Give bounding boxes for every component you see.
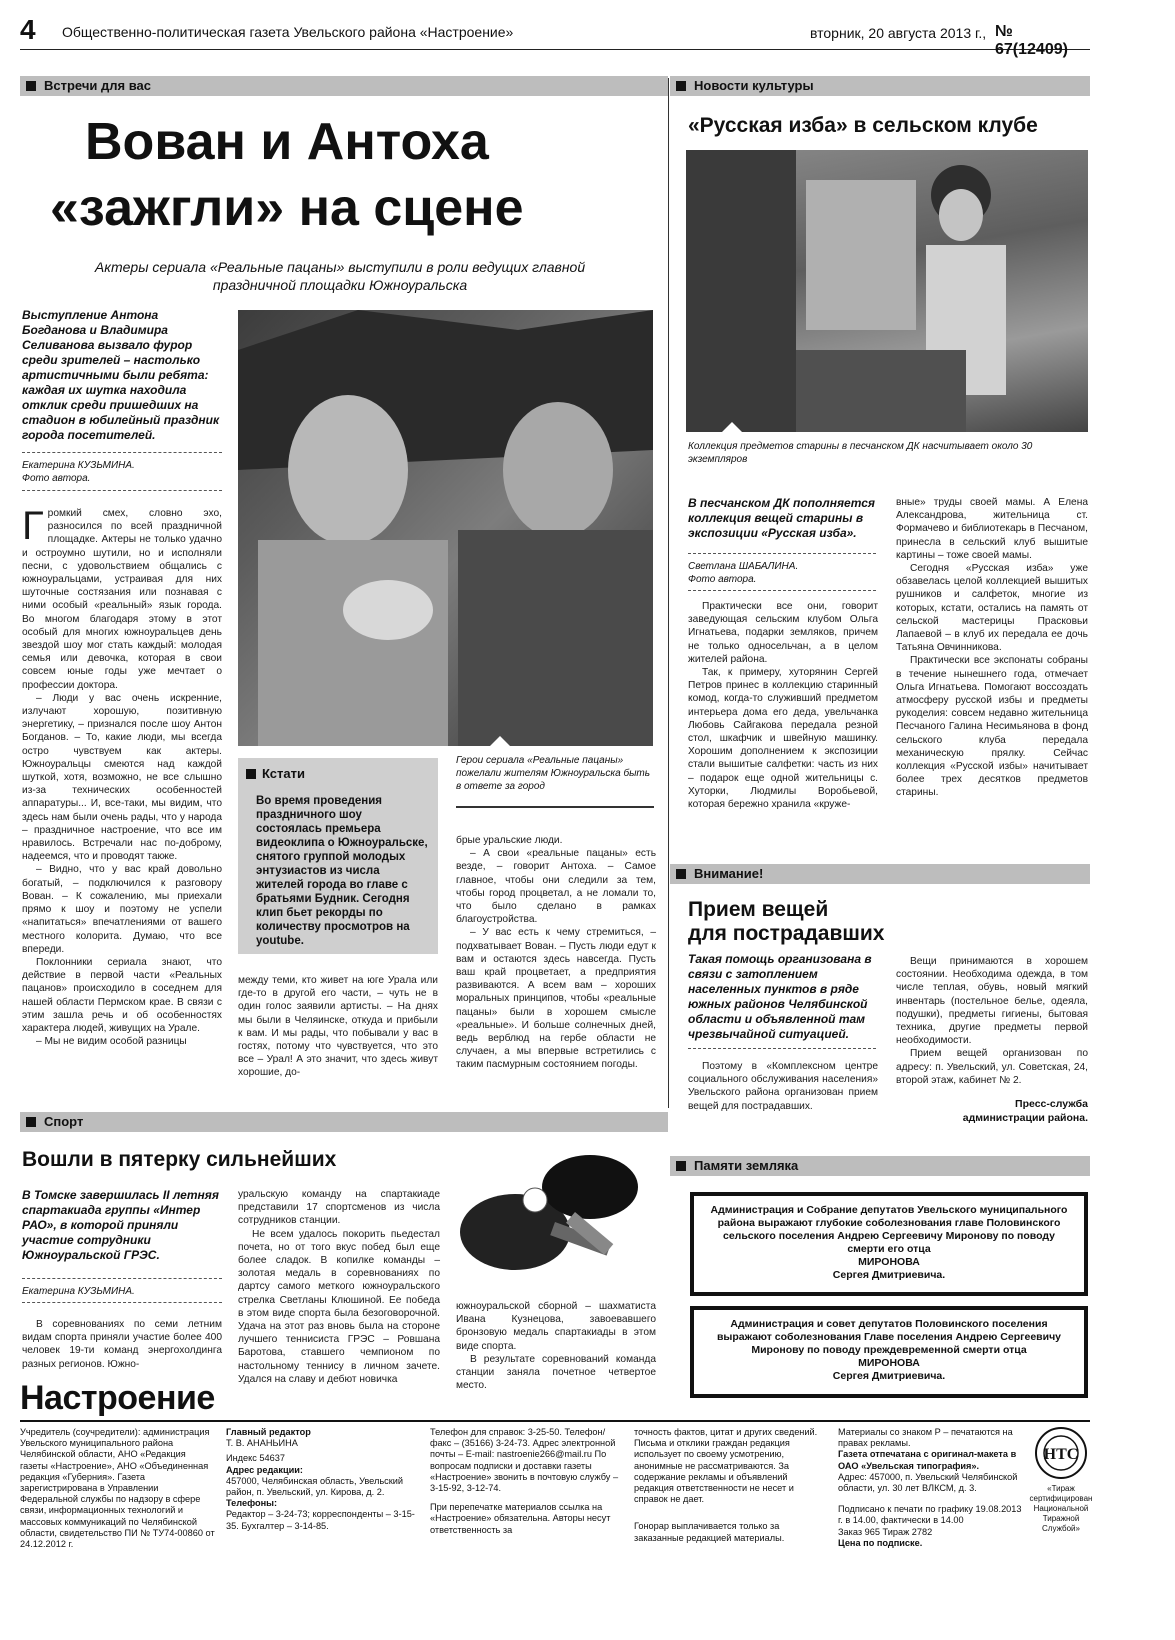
sidebar-square-icon — [246, 769, 256, 779]
main-lead: Выступление Антона Богданова и Владимира Селиванова вызвало фурор среди зрителей – настолько артистичными были ребята: каждая их шутка находила отклик среди пришедших на стадион в юбилейный праздник города посетителей. — [22, 308, 220, 442]
drop-cap: Г — [22, 504, 44, 548]
paragraph: Поэтому в «Комплексном центре социального обслуживания населения» Увельского района организован прием вещей для пострадавших. — [688, 1061, 878, 1112]
attention-col1 — [688, 1060, 878, 1113]
paragraph: вные» труды своей мамы. А Елена Александрова, жительница ст. Формачево и библиотекарь в Песчаном, принесла в сельский клуб вышитые картины – тоже своей мамы. — [896, 497, 1088, 561]
rubric-sport — [20, 1112, 668, 1132]
culture-photo-credit: Фото автора. — [688, 574, 757, 585]
paragraph: – Мы не видим особой разницы — [36, 1036, 187, 1048]
attention-signature-1: Пресс-служба — [1015, 1098, 1088, 1110]
paragraph: Практически все экспонаты собраны в течение нынешнего года, отмечает Ольга Игнатьева. Помогают воссоздать атмосферу русской избы и предметы рукоделия: совсем недавно жительница Песчаного Галина Несимьянова в фонд сельского клуба передала механическую прялку. Сейчас коллекция «Русской избы» начитывает более трех десятков предметов старины. — [896, 655, 1088, 799]
culture-title: «Русская изба» в сельском клубе — [688, 114, 1038, 137]
editor-name: Т. В. АНАНЬИНА — [226, 1438, 298, 1449]
printed-address: Адрес: 457000, п. Увельский Челябинской области, ул. 30 лет ВЛКСМ, д. 3. — [838, 1471, 1018, 1494]
circulation-seal-icon — [1034, 1426, 1088, 1480]
imprint-responsibility — [634, 1427, 824, 1544]
ads-note: Материалы со знаком Р – печатаются на правах рекламы. — [838, 1427, 1013, 1449]
culture-lead-divider — [688, 553, 876, 554]
paragraph: южноуральской сборной – шахматиста Ивана Кузнецова, завоевавшего бронзовую медаль спартакиады в этом виде спорта. — [456, 1301, 656, 1352]
attention-lead: Такая помощь организована в связи с затоплением населенных пунктов в ряде южных районов Челябинской области и объявленной там чрезвычайной ситуацией. — [688, 952, 872, 1041]
main-title-line2: «зажгли» на сцене — [50, 179, 524, 237]
culture-col1 — [688, 600, 878, 811]
issue-date: вторник, 20 августа 2013 г., — [810, 25, 987, 41]
main-subtitle: Актеры сериала «Реальные пацаны» выступили в роли ведущих главной праздничной площадки Южноуральска — [94, 259, 586, 293]
reprint-note: При перепечатке материалов ссылка на «Настроение» обязательна. Авторы несут ответственность за — [430, 1502, 611, 1535]
circulation-note: «Тираж сертифицирован Национальной Тиражной Службой» — [1029, 1484, 1093, 1533]
sidebar-kstati — [238, 758, 438, 954]
culture-byline-divider — [688, 590, 876, 591]
sport-byline-divider — [22, 1302, 222, 1303]
culture-col2 — [896, 496, 1088, 800]
paragraph: Вещи принимаются в хорошем состоянии. Необходима одежда, в том числе теплая, обувь, новый мягкий инвентарь (постельное белье, одеяла, подушки), предметы гигиены, бытовая техника, другие предметы первой необходимости. — [896, 956, 1088, 1047]
main-photo-credit: Фото автора. — [22, 473, 91, 484]
paragraph: Сегодня «Русская изба» уже обзавелась целой коллекцией вышитых рушников и салфеток, многие из которых, кстати, остались на память от сельской мастерицы Прасковьи Лапаевой – в клуб их передала ее дочь Татьяна Овчинникова. — [896, 563, 1088, 654]
condolence-name-2b: Сергея Дмитриевича. — [832, 1370, 946, 1382]
fee-note: Гонорар выплачивается только за заказанные редакцией материалы. — [634, 1521, 785, 1543]
masthead-logo: Настроение — [20, 1379, 215, 1417]
paragraph: между теми, кто живет на юге Урала или где-то в другой его части, – чуть не в один голос заявили артисты. – На днях мы были в Челяинске, откуда и прибыли к вам. И мы рады, что побывали у вас в гостях, потому что чувствуется, что это все – Урал! А это значит, что здесь живут хорошие, до- — [238, 975, 438, 1079]
attention-title-line2: для пострадавших — [688, 922, 885, 945]
paragraph: – У вас есть к чему стремиться, – подхватывает Вован. – Пусть люди едут к вам и остаются здесь навсегда. Пусть ваш край процветает, а предприятия развиваются. А всем вам – хороших моральных принципов, чтобы «реальные пацаны» были в хорошем смысле «реальные». И больше солнечных дней, ведь верблюд на гербе области не случаен, а мы впервые встретились с таким пасмурным состоянием погоды. — [456, 927, 656, 1071]
attention-signature-2: администрации района. — [962, 1112, 1088, 1124]
page-header — [20, 14, 1090, 58]
imprint-rule — [20, 1420, 1090, 1422]
imprint-editorial — [226, 1427, 416, 1532]
sport-title: Вошли в пятерку сильнейших — [22, 1148, 337, 1171]
actors-photo-illustration — [238, 310, 653, 746]
condolence-text-2: Администрация и совет депутатов Половинского поселения выражают соболезнования Главе поселения Андрею Сергеевичу Миронову по поводу преждевременной смерти отца — [716, 1318, 1062, 1356]
culture-lead: В песчанском ДК пополняется коллекция вещей старины в экспозиции «Русская изба». — [688, 496, 875, 540]
paragraph: – Люди у вас очень искренние, излучают хорошую, позитивную энергетику, – признался после шоу Антон Богданов. – То, какие люди, мы всегда остро чувствуем как актеры. Южноуральцы смеются над каждой шуткой, хотя, возможно, не все слышно из-за технических особенностей аппаратуры... И, все-таки, мы видим, что здесь нам были очень рады, что у народа – праздничное настроение, что все им нравилось. Встречали нас по-доброму, надеемся, что и проводят также. — [22, 692, 222, 863]
main-col1-p1 — [22, 504, 222, 692]
rubric-label: Встречи для вас — [44, 78, 151, 93]
table-tennis-illustration — [455, 1142, 655, 1282]
rubric-memory — [670, 1156, 1090, 1176]
address-title: Адрес редакции: — [226, 1464, 303, 1475]
main-byline-divider — [22, 490, 222, 491]
paper-name: Общественно-политическая газета Увельского района «Настроение» — [62, 24, 514, 40]
culture-photo-caption: Коллекция предметов старины в песчанском ДК насчитывает около 30 экземпляров — [688, 441, 1033, 465]
paragraph: – Видно, что у вас край довольно богатый, – подключился к разговору Вован. – К сожалению, мы приехали прямо к шоу и поэтому не успели «напитаться» впечатлениями от вашего местного колорита. Думаю, что все впереди. — [22, 864, 222, 955]
rubric-meetings — [20, 76, 668, 96]
rubric-label: Новости культуры — [694, 78, 814, 93]
paragraph: Практически все они, говорит заведующая сельским клубом Ольга Игнатьева, подарки земляков, причем не только односельчан, а в целом жителей района. — [688, 601, 878, 665]
condolence-name-1a: МИРОНОВА — [858, 1256, 920, 1268]
column-divider — [668, 78, 669, 1108]
responsibility-text: точность фактов, цитат и других сведений. Письма и отклики граждан редакция использует по своему усмотрению, анонимные не рассматриваются. За содержание рекламы и объявлений редакция ответственности не несет и справок не дает. — [634, 1427, 818, 1505]
rubric-attention — [670, 864, 1090, 884]
sport-col2 — [238, 1188, 440, 1386]
attention-title-line1: Прием вещей — [688, 898, 829, 921]
paragraph: Не всем удалось покорить пьедестал почета, но от того вкус побед был еще более сладок. В копилке команды – золотая медаль в соревнованиях по дартсу самого меткого южноуральского стрелка Светланы Клюшиной. Ее победа в этом виде спорта была безоговорочной. Удача на этот раз вновь была на стороне лучшего теннисиста ГРЭС – Ровшана Баротова, ставшего чемпионом по настольному теннису в личном зачете. Удался на славу и дебют новичка — [238, 1228, 440, 1385]
sidebar-title: Кстати — [262, 766, 305, 781]
editorial-address: 457000, Челябинская область, Увельский район, п. Увельский, ул. Кирова, д. 2. — [226, 1475, 403, 1498]
printed-title: Газета отпечатана с оригинал-макета в ОАО «Увельская типография». — [838, 1449, 1017, 1471]
sport-lead: В Томске завершилась II летняя спартакиада группы «Интер РАО», в которой приняли участие сотрудники Южноуральской ГРЭС. — [22, 1188, 219, 1262]
contacts-text: Телефон для справок: 3-25-50. Телефон/факс – (35166) 3-24-73. Адрес электронной почты – E-mail: nastroenie266@mail.ru По вопросам подписки и доставки газеты «Настроение» звонить в почтовую службу – 3-15-92, 3-12-74. — [430, 1427, 619, 1494]
sport-col3 — [456, 1300, 656, 1392]
condolence-name-1b: Сергея Дмитриевича. — [832, 1269, 946, 1281]
condolence-text-1: Администрация и Собрание депутатов Увельского муниципального района выражают глубокие соболезнования главе Половинского сельского поселения Андрею Сергеевичу Миронову по поводу смерти его отца — [710, 1204, 1068, 1255]
main-lead-divider — [22, 452, 222, 453]
rubric-label: Внимание! — [694, 866, 764, 881]
editor-title: Главный редактор — [226, 1427, 311, 1437]
imprint-printing — [838, 1427, 1024, 1549]
rubric-culture — [670, 76, 1090, 96]
main-author: Екатерина КУЗЬМИНА. — [22, 460, 135, 471]
phones-title: Телефоны: — [226, 1498, 278, 1509]
paragraph: брые уральские люди. — [456, 835, 563, 846]
caption-rule — [456, 806, 654, 808]
issue-number: № 67(12409) — [995, 23, 1068, 58]
svg-text:НТС: НТС — [1043, 1446, 1079, 1463]
condolence-box-2 — [690, 1306, 1088, 1398]
paragraph: Так, к примеру, хуторянин Сергей Петров принес в коллекцию старинный комод, когда-то служивший предметом интерьера дома его деда, увельчанка Любовь Сайгакова передала резной стол, шкафчик и швейную машинку. Хорошим дополнением к экспозиции стали вышитые салфетки: часть из них – подарок еще одной жительницы с. Хуторки, Людмилы Воробьевой, которая бережно хранила «круже- — [688, 667, 878, 811]
main-col2 — [238, 974, 438, 1080]
paragraph: В результате соревнований команда станции заняла почетное четвертое место. — [456, 1353, 656, 1392]
editorial-phones: Редактор – 3-24-73; корреспонденты – 3-15-35. Бухгалтер – 3-14-85. — [226, 1509, 415, 1531]
culture-photo — [686, 150, 1088, 432]
paragraph: В соревнованиях по семи летним видам спорта приняли участие более 400 человек 19-ти команд энергохолдинга разных регионов. Южно- — [22, 1319, 222, 1370]
main-title-line1: Вован и Антоха — [85, 113, 489, 171]
culture-author: Светлана ШАБАЛИНА. — [688, 561, 799, 572]
rubric-label: Памяти земляка — [694, 1158, 799, 1173]
attention-col2 — [896, 955, 1088, 1087]
subscription-index: Индекс 54637 — [226, 1453, 285, 1464]
condolence-box-1 — [690, 1192, 1088, 1296]
page-number: 4 — [20, 14, 36, 45]
russian-hut-photo-illustration — [686, 150, 1088, 432]
main-photo-marker — [488, 736, 512, 748]
paragraph: уральскую команду на спартакиаде представили 17 спортсменов из числа сотрудников станции. — [238, 1189, 440, 1227]
paragraph: – А свои «реальные пацаны» есть везде, – говорит Антоха. – Самое главное, чтобы они следили за тем, чтобы город процветал, а не ломали то, что было сделано в рамках благоустройства. — [456, 848, 656, 926]
sport-lead-divider — [22, 1278, 222, 1279]
imprint-founders: Учредитель (соучредители): администрация Увельского муниципального района Челябинской области, АНО «Редакция газеты «Настроение», АНО «Объединенная редакция «Губерния». Газета зарегистрирована в Управлении Федеральной службы по надзору в сфере связи, информационных технологий и массовых коммуникаций по Челябинской области, свидетельство ПИ № ТУ74-00860 от 24.12.2012 г. — [20, 1427, 215, 1550]
sport-col1 — [22, 1318, 222, 1371]
rubric-label: Спорт — [44, 1114, 84, 1129]
culture-photo-marker — [720, 422, 744, 434]
sport-author: Екатерина КУЗЬМИНА. — [22, 1286, 135, 1297]
paragraph: Прием вещей организован по адресу: п. Увельский, ул. Советская, 24, второй этаж, кабинет № 2. — [896, 1048, 1088, 1086]
price-note: Цена по подписке. — [838, 1537, 923, 1548]
paragraph: Поклонники сериала знают, что действие в первой части «Реальных пацанов» происходило в соседнем для нашей области Пермском крае. В связи с этим зашла речь и об особенностях характера людей, живущих на Урале. — [22, 956, 222, 1034]
main-photo-caption: Герои сериала «Реальные пацаны» пожелали жителям Южноуральска быть в ответе за город — [456, 755, 651, 792]
condolence-name-2a: МИРОНОВА — [858, 1357, 920, 1369]
attention-lead-divider — [688, 1048, 876, 1049]
imprint-contacts — [430, 1427, 620, 1536]
signed-note: Подписано к печати по графику 19.08.2013 г. в 14.00, фактически в 14.00 — [838, 1504, 1022, 1526]
main-photo — [238, 310, 653, 746]
order-note: Заказ 965 Тираж 2782 — [838, 1526, 933, 1537]
sidebar-text: Во время проведения праздничного шоу состоялась премьера видеоклипа о Южноуральске, снятого группой молодых энтузиастов из числа жителей города во главе с братьями Будник. Сегодня клип бьет рекорды по количеству просмотров на youtube. — [256, 795, 428, 947]
paragraph: ромкий смех, словно эхо, разносился по всей праздничной площадке. Актеры не только удачно и остроумно шутили, но и исполняли песни, с удовольствием общались с южноуральцами, устраивая для них шуточные состязания или познавая с ними особый «реальный» язык города. Во многом благодаря этому в этот особый для многих южноуральцев день звездой шоу мог стать каждый: молодая семья или девочка, которая в свои совсем юные годы уже мечтает о профессии доктора. — [22, 508, 222, 691]
main-col1 — [22, 504, 222, 1048]
main-col3 — [456, 834, 656, 1072]
